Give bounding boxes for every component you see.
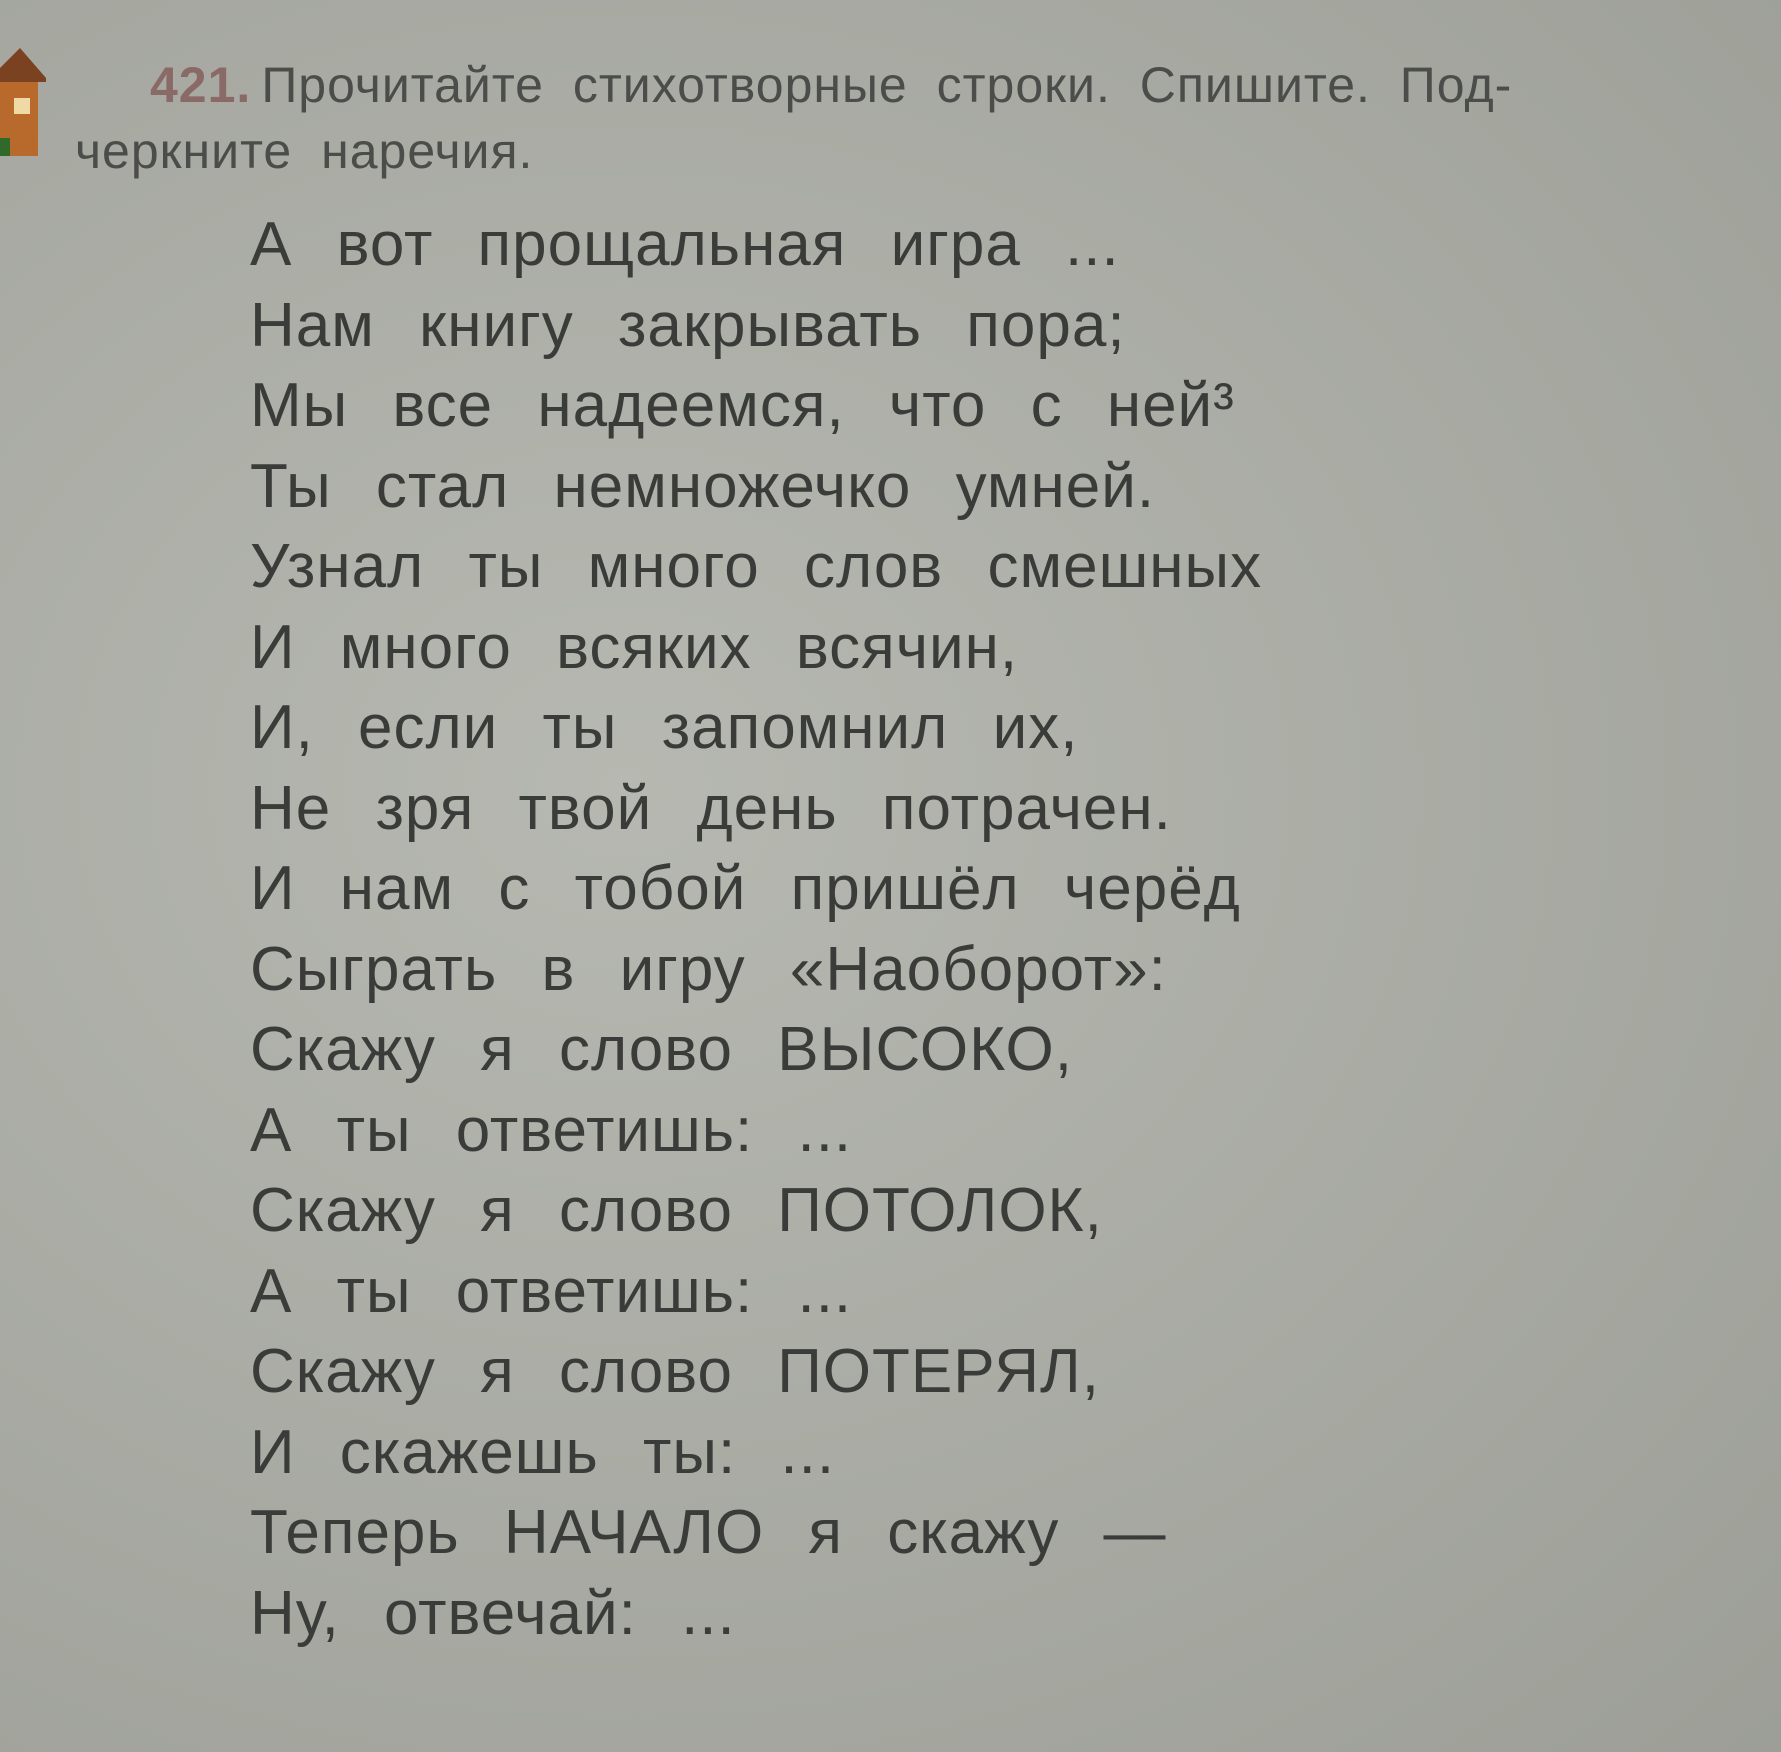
- poem-line-7: И, если ты запомнил их,: [250, 693, 1079, 762]
- poem-line-4: Ты стал немножечко умней.: [250, 451, 1156, 521]
- poem-line-10: Сыграть в игру «Наоборот»:: [250, 934, 1167, 1004]
- poem-line-5: Узнал ты много слов смешных: [250, 532, 1263, 601]
- poem-line-13: Скажу я слово ПОТОЛОК,: [250, 1176, 1103, 1245]
- task-header: [75, 52, 1765, 184]
- poem-line-1: А вот прощальная игра ...: [250, 210, 1120, 279]
- poem-line-17: Теперь НАЧАЛО я скажу —: [250, 1498, 1167, 1567]
- poem-line-9: И нам с тобой пришёл черёд: [250, 854, 1241, 923]
- poem-line-15: Скажу я слово ПОТЕРЯЛ,: [250, 1337, 1100, 1406]
- poem: [250, 205, 1262, 1654]
- task-instruction-line-1: Прочитайте стихотворные строки. Спишите. Под-: [261, 57, 1513, 113]
- task-instruction-line-2: черкните наречия.: [75, 123, 534, 179]
- poem-line-18: Ну, отвечай: ...: [250, 1578, 736, 1648]
- poem-line-3: Мы все надеемся, что с ней³: [250, 371, 1235, 440]
- poem-line-16: И скажешь ты: ...: [250, 1417, 836, 1487]
- poem-line-11: Скажу я слово ВЫСОКО,: [250, 1015, 1073, 1084]
- poem-line-14: А ты ответишь: ...: [250, 1256, 853, 1326]
- poem-line-6: И много всяких всячин,: [250, 612, 1019, 682]
- poem-line-2: Нам книгу закрывать пора;: [250, 290, 1126, 360]
- task-number: 421.: [150, 57, 252, 113]
- task-header-line-1: [75, 52, 1765, 118]
- poem-line-12: А ты ответишь: ...: [250, 1095, 853, 1165]
- poem-line-8: Не зря твой день потрачен.: [250, 773, 1172, 843]
- house-icon: [0, 38, 46, 158]
- task-header-line-2: [75, 118, 1765, 184]
